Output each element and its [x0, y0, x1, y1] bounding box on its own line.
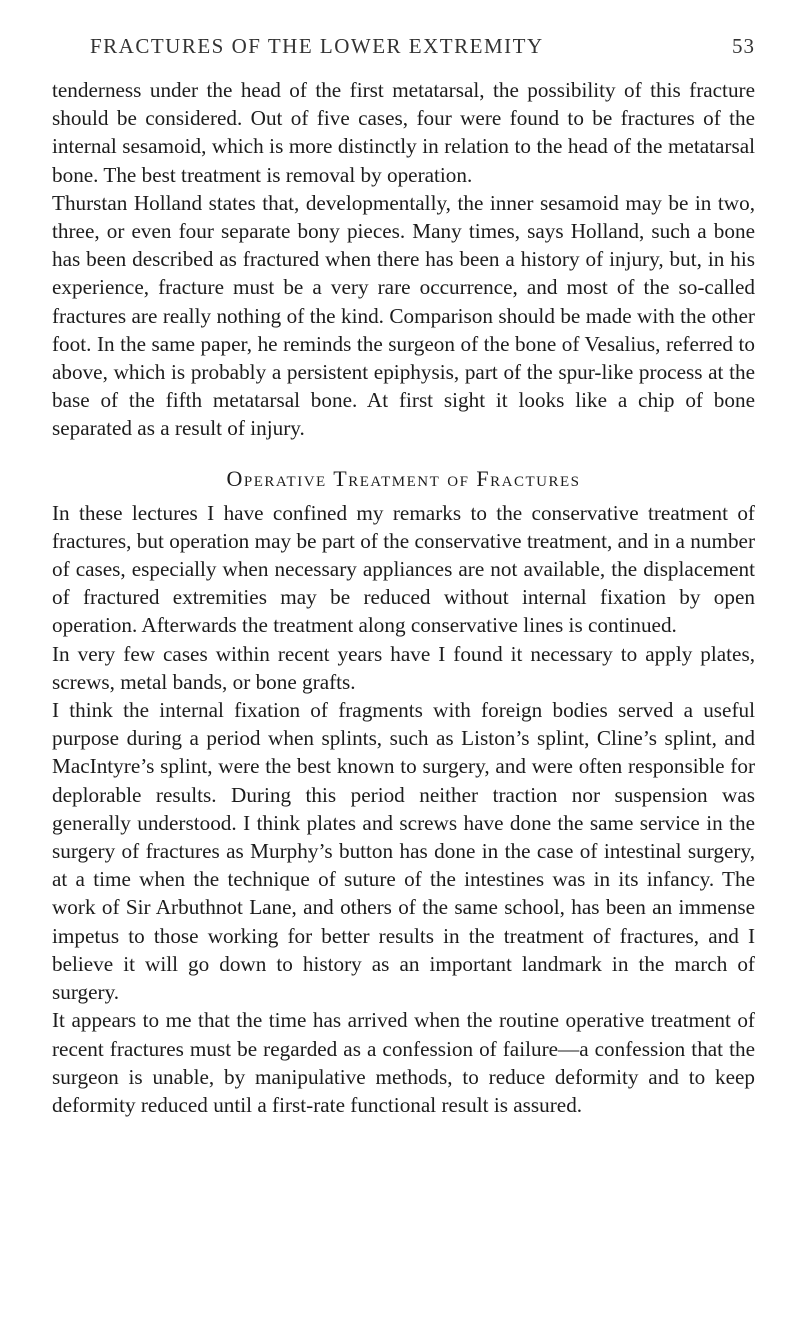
section-heading: Operative Treatment of Fractures [226, 465, 581, 491]
paragraph-thurstan-holland: Thurstan Holland states that, developmentally, the inner sesamoid may be in two, three, or even four separate bony pieces. Many times, says Holland, such a bone has been described as fractured when there has been a history of injury, but, in his experience, fracture must be a very rare occurrence, and most of the so-called fractures are really nothing of the kind. Comparison should be made with the other foot. In the same paper, he reminds the surgeon of the bone of Vesalius, referred to above, which is probably a persistent epiphysis, part of the spur-like process at the base of the fifth metatarsal bone. At first sight it looks like a chip of bone separated as a result of injury. [52, 190, 755, 441]
page-number: 53 [732, 34, 755, 58]
running-title: FRACTURES OF THE LOWER EXTREMITY [90, 34, 544, 58]
paragraph-plates-screws: In very few cases within recent years have I found it necessary to apply plates, screws, metal bands, or bone grafts. [52, 641, 755, 694]
paragraph-sesamoid-fracture: tenderness under the head of the first metatarsal, the possibility of this fracture should be considered. Out of five cases, four were found to be fractures of the internal sesamoid, which is more distinctly in relation to the head of the metatarsal bone. The best treatment is removal by operation. [52, 78, 755, 187]
paragraph-internal-fixation: I think the internal fixation of fragments with foreign bodies served a useful purpose during a period when splints, such as Liston’s splint, Cline’s splint, and MacIntyre’s splint, were the best known to surgery, and were often responsible for deplorable results. During this period neither traction nor suspension was generally understood. I think plates and screws have done the same service in the surgery of fractures as Murphy’s button has done in the case of intestinal surgery, at a time when the technique of suture of the intestines was in its infancy. The work of Sir Arbuthnot Lane, and others of the same school, has been an immense impetus to those working for better results in the treatment of fractures, and I believe it will go down to history as an important landmark in the march of surgery. [52, 698, 755, 1005]
paragraph-confession-of-failure: It appears to me that the time has arrived when the routine operative treatment of recent fractures must be regarded as a confession of failure—a confession that the surgeon is unable, by manipulative methods, to reduce deformity and to keep deformity reduced until a first-rate functional result is assured. [52, 1008, 755, 1117]
paragraph-conservative-treatment: In these lectures I have confined my remarks to the conservative treatment of fractures, but operation may be part of the conservative treatment, and in a number of cases, especially when necessary appliances are not available, the displacement of fractured extremities may be reduced without internal fixation by open operation. Afterwards the treatment along conservative lines is continued. [52, 500, 755, 638]
running-head [52, 34, 755, 76]
